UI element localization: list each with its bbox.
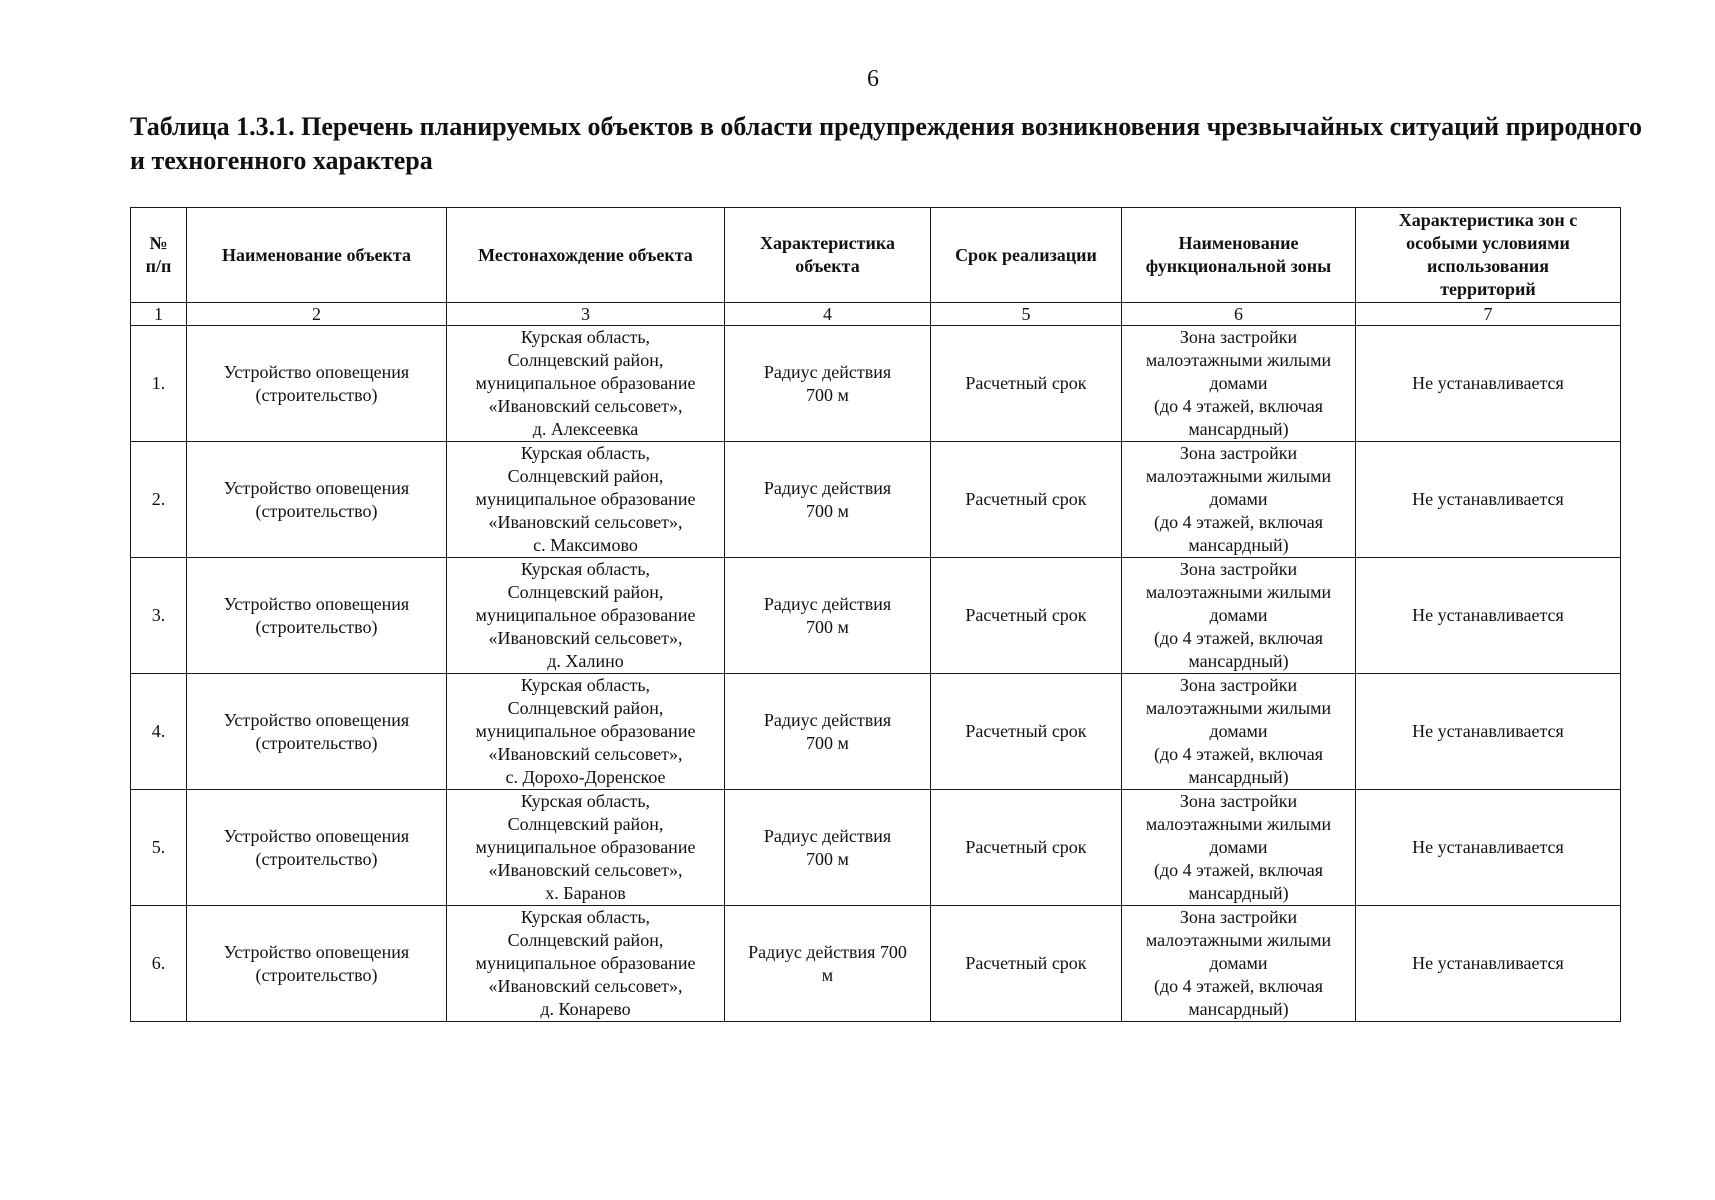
- header-object-name: [187, 208, 447, 303]
- cell-functional-zone: [1122, 790, 1356, 906]
- cell-line: «Ивановский сельсовет»,: [488, 976, 683, 996]
- cell-line: Курская область,: [520, 675, 651, 695]
- cell-row-number: 3.: [131, 558, 187, 674]
- cell-line: Наименование объекта: [222, 244, 411, 265]
- cell-special-zones: [1356, 558, 1621, 674]
- cell-line: Курская область,: [520, 791, 651, 811]
- cell-line: Расчетный срок: [965, 605, 1087, 625]
- cell-line: (до 4 этажей, включая: [1153, 860, 1324, 880]
- cell-line: малоэтажными жилыми: [1145, 930, 1332, 950]
- cell-line: Радиус действия 700: [748, 941, 907, 962]
- cell-object-name: [187, 674, 447, 790]
- cell-line: Устройство оповещения: [223, 825, 410, 846]
- cell-line: территорий: [1440, 279, 1536, 299]
- cell-line: Курская область,: [520, 559, 651, 579]
- cell-line: (до 4 этажей, включая: [1153, 512, 1324, 532]
- cell-row-number: 5.: [131, 790, 187, 906]
- cell-line: Местонахождение объекта: [478, 244, 693, 265]
- cell-line: 700 м: [806, 732, 849, 753]
- cell-line: мансардный): [1188, 999, 1289, 1019]
- header-special-zones: [1356, 208, 1621, 303]
- cell-line: «Ивановский сельсовет»,: [488, 512, 683, 532]
- cell-line: Зона застройки: [1179, 443, 1298, 463]
- cell-line: Устройство оповещения: [223, 941, 410, 962]
- cell-line: Курская область,: [520, 327, 651, 347]
- cell-line: мансардный): [1188, 419, 1289, 439]
- cell-line: (до 4 этажей, включая: [1153, 744, 1324, 764]
- cell-line: Срок реализации: [955, 244, 1097, 265]
- cell-object-characteristic: [725, 442, 931, 558]
- cell-object-name: [187, 326, 447, 442]
- cell-line: малоэтажными жилыми: [1145, 814, 1332, 834]
- cell-line: «Ивановский сельсовет»,: [488, 628, 683, 648]
- cell-line: Устройство оповещения: [223, 593, 410, 614]
- cell-line: домами: [1209, 373, 1268, 393]
- header-implementation-term: [931, 208, 1122, 303]
- cell-line: мансардный): [1188, 767, 1289, 787]
- cell-line: объекта: [795, 256, 860, 276]
- cell-line: (строительство): [255, 848, 378, 869]
- cell-line: Солнцевский район,: [507, 930, 664, 950]
- cell-special-zones: [1356, 674, 1621, 790]
- cell-line: Характеристика зон с: [1398, 210, 1578, 230]
- cell-implementation-term: [931, 790, 1122, 906]
- cell-line: 700 м: [806, 848, 849, 869]
- header-object-location: [447, 208, 725, 303]
- cell-line: Радиус действия: [763, 825, 892, 846]
- cell-functional-zone: [1122, 326, 1356, 442]
- cell-line: домами: [1209, 489, 1268, 509]
- cell-line: малоэтажными жилыми: [1145, 466, 1332, 486]
- cell-line: д. Халино: [547, 651, 624, 671]
- cell-line: Расчетный срок: [965, 721, 1087, 741]
- cell-line: муниципальное образование: [475, 489, 696, 509]
- cell-line: (строительство): [255, 964, 378, 985]
- cell-object-location: [447, 906, 725, 1022]
- cell-line: мансардный): [1188, 883, 1289, 903]
- table-row: [131, 906, 1621, 1022]
- cell-line: Зона застройки: [1179, 559, 1298, 579]
- cell-functional-zone: [1122, 906, 1356, 1022]
- table-row: [131, 558, 1621, 674]
- table-row: [131, 674, 1621, 790]
- header-object-characteristic: [725, 208, 931, 303]
- cell-line: мансардный): [1188, 651, 1289, 671]
- cell-line: Не устанавливается: [1412, 605, 1564, 625]
- cell-object-name: [187, 906, 447, 1022]
- cell-line: (до 4 этажей, включая: [1153, 976, 1324, 996]
- table-body: [131, 326, 1621, 1022]
- cell-line: (до 4 этажей, включая: [1153, 396, 1324, 416]
- cell-line: малоэтажными жилыми: [1145, 582, 1332, 602]
- cell-line: с. Максимово: [533, 535, 638, 555]
- cell-line: Курская область,: [520, 907, 651, 927]
- cell-line: Радиус действия: [763, 593, 892, 614]
- table-row: [131, 790, 1621, 906]
- cell-implementation-term: [931, 674, 1122, 790]
- cell-line: Солнцевский район,: [507, 350, 664, 370]
- cell-line: Курская область,: [520, 443, 651, 463]
- column-number-cell: 3: [447, 303, 725, 326]
- table-title: Таблица 1.3.1. Перечень планируемых объектов в области предупреждения возникновения чрезвычайных ситуаций природного и техногенного характера: [130, 112, 1643, 175]
- cell-line: особыми условиями: [1406, 233, 1570, 253]
- cell-special-zones: [1356, 906, 1621, 1022]
- cell-line: Радиус действия: [763, 361, 892, 382]
- cell-object-characteristic: [725, 674, 931, 790]
- cell-line: Солнцевский район,: [507, 466, 664, 486]
- cell-object-name: [187, 790, 447, 906]
- cell-line: Солнцевский район,: [507, 698, 664, 718]
- cell-line: х. Баранов: [545, 883, 626, 903]
- cell-line: с. Дорохо-Доренское: [505, 767, 666, 787]
- column-number-row: [131, 303, 1621, 326]
- header-number: [131, 208, 187, 303]
- cell-functional-zone: [1122, 674, 1356, 790]
- cell-line: Не устанавливается: [1412, 489, 1564, 509]
- cell-line: Радиус действия: [763, 477, 892, 498]
- cell-line: (строительство): [255, 384, 378, 405]
- cell-line: д. Алексеевка: [532, 419, 639, 439]
- cell-line: Наименование: [1178, 233, 1299, 253]
- cell-line: Зона застройки: [1179, 327, 1298, 347]
- cell-line: функциональной зоны: [1145, 256, 1332, 276]
- cell-line: (строительство): [255, 732, 378, 753]
- cell-line: «Ивановский сельсовет»,: [488, 396, 683, 416]
- cell-line: Расчетный срок: [965, 489, 1087, 509]
- cell-line: Устройство оповещения: [223, 477, 410, 498]
- cell-line: муниципальное образование: [475, 953, 696, 973]
- cell-line: муниципальное образование: [475, 721, 696, 741]
- cell-line: домами: [1209, 953, 1268, 973]
- cell-line: (строительство): [255, 616, 378, 637]
- cell-line: Зона застройки: [1179, 907, 1298, 927]
- cell-line: (до 4 этажей, включая: [1153, 628, 1324, 648]
- cell-line: Зона застройки: [1179, 675, 1298, 695]
- cell-line: Устройство оповещения: [223, 361, 410, 382]
- cell-line: мансардный): [1188, 535, 1289, 555]
- cell-functional-zone: [1122, 442, 1356, 558]
- cell-row-number: 6.: [131, 906, 187, 1022]
- cell-line: Радиус действия: [763, 709, 892, 730]
- cell-line: домами: [1209, 837, 1268, 857]
- cell-line: Зона застройки: [1179, 791, 1298, 811]
- cell-line: Устройство оповещения: [223, 709, 410, 730]
- cell-implementation-term: [931, 326, 1122, 442]
- cell-object-location: [447, 790, 725, 906]
- cell-line: Расчетный срок: [965, 373, 1087, 393]
- table-row: [131, 326, 1621, 442]
- cell-line: Не устанавливается: [1412, 953, 1564, 973]
- cell-special-zones: [1356, 442, 1621, 558]
- cell-line: д. Конарево: [540, 999, 631, 1019]
- cell-special-zones: [1356, 790, 1621, 906]
- cell-object-name: [187, 558, 447, 674]
- column-number-cell: 7: [1356, 303, 1621, 326]
- page-number: 6: [867, 66, 879, 92]
- cell-line: Солнцевский район,: [507, 582, 664, 602]
- cell-row-number: 4.: [131, 674, 187, 790]
- cell-line: 700 м: [806, 500, 849, 521]
- cell-object-characteristic: [725, 906, 931, 1022]
- cell-row-number: 1.: [131, 326, 187, 442]
- cell-object-name: [187, 442, 447, 558]
- cell-implementation-term: [931, 442, 1122, 558]
- cell-line: муниципальное образование: [475, 837, 696, 857]
- column-number-cell: 1: [131, 303, 187, 326]
- table-row: [131, 442, 1621, 558]
- cell-line: домами: [1209, 721, 1268, 741]
- cell-line: 700 м: [806, 384, 849, 405]
- cell-functional-zone: [1122, 558, 1356, 674]
- cell-object-characteristic: [725, 790, 931, 906]
- column-number-cell: 5: [931, 303, 1122, 326]
- cell-implementation-term: [931, 558, 1122, 674]
- cell-line: «Ивановский сельсовет»,: [488, 860, 683, 880]
- column-number-cell: 6: [1122, 303, 1356, 326]
- cell-object-location: [447, 674, 725, 790]
- cell-line: Не устанавливается: [1412, 837, 1564, 857]
- cell-line: п/п: [145, 256, 172, 276]
- cell-line: Не устанавливается: [1412, 373, 1564, 393]
- cell-line: 700 м: [806, 616, 849, 637]
- cell-line: (строительство): [255, 500, 378, 521]
- cell-line: м: [821, 964, 834, 985]
- column-number-cell: 4: [725, 303, 931, 326]
- cell-line: домами: [1209, 605, 1268, 625]
- cell-object-characteristic: [725, 326, 931, 442]
- table-header-row: [131, 208, 1621, 303]
- cell-object-location: [447, 442, 725, 558]
- column-number-cell: 2: [187, 303, 447, 326]
- cell-line: Расчетный срок: [965, 953, 1087, 973]
- cell-object-location: [447, 558, 725, 674]
- header-functional-zone: [1122, 208, 1356, 303]
- cell-line: малоэтажными жилыми: [1145, 350, 1332, 370]
- cell-line: Расчетный срок: [965, 837, 1087, 857]
- cell-special-zones: [1356, 326, 1621, 442]
- cell-line: муниципальное образование: [475, 605, 696, 625]
- cell-line: «Ивановский сельсовет»,: [488, 744, 683, 764]
- cell-object-characteristic: [725, 558, 931, 674]
- cell-row-number: 2.: [131, 442, 187, 558]
- cell-line: Не устанавливается: [1412, 721, 1564, 741]
- cell-line: малоэтажными жилыми: [1145, 698, 1332, 718]
- objects-table-container: [130, 207, 1620, 1022]
- planned-objects-table: [130, 207, 1621, 1022]
- cell-line: Солнцевский район,: [507, 814, 664, 834]
- cell-line: Характеристика: [760, 233, 895, 253]
- cell-line: муниципальное образование: [475, 373, 696, 393]
- cell-object-location: [447, 326, 725, 442]
- cell-line: №: [149, 233, 168, 253]
- cell-line: использования: [1427, 256, 1549, 276]
- cell-implementation-term: [931, 906, 1122, 1022]
